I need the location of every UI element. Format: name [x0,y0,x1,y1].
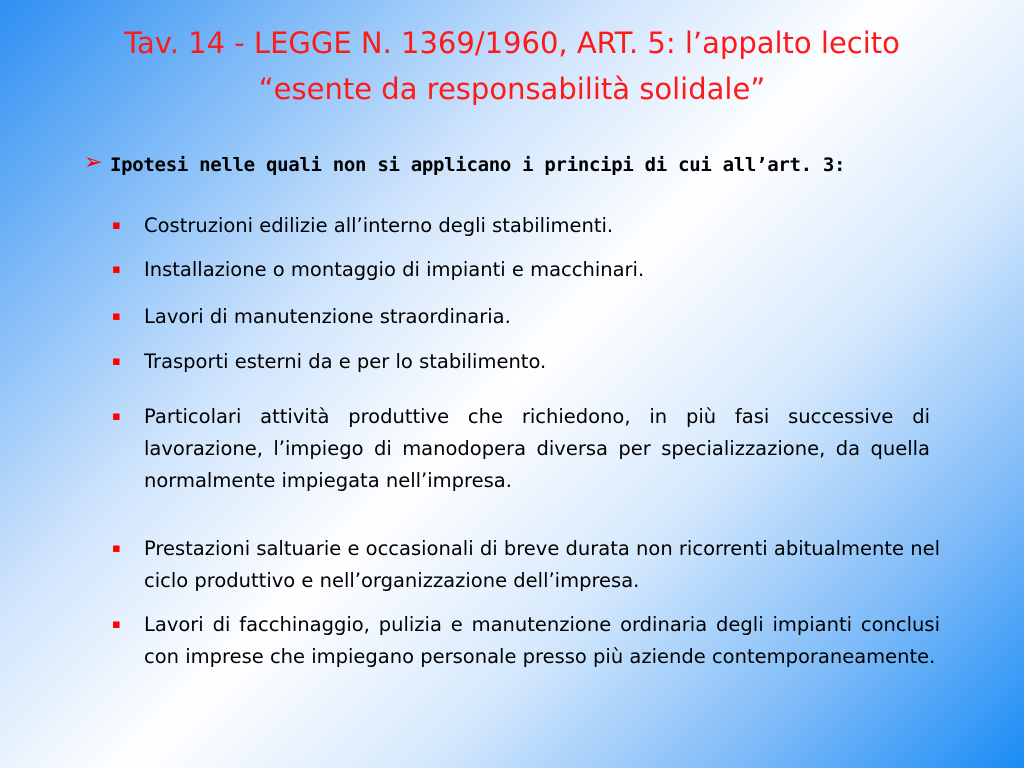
list-item [110,346,946,378]
subheading [84,148,845,182]
subheading-text: Ipotesi nelle quali non si applicano i principi di cui all’art. 3: [110,154,846,176]
square-bullet-icon: ▪ [112,541,121,556]
list-item [110,533,946,597]
square-bullet-icon: ▪ [112,309,121,324]
list-item [110,401,946,497]
arrow-bullet-icon: ➢ [84,150,103,175]
list-item-text: Lavori di manutenzione straordinaria. [144,305,511,328]
list-item-text: Prestazioni saltuarie e occasionali di breve durata non ricorrenti abitualmente nel ciclo produttivo e nell’organizzazione dell’impresa. [144,537,940,592]
list-item [110,210,946,242]
list-item-text: Lavori di facchinaggio, pulizia e manutenzione ordinaria degli impianti conclusi con imprese che impiegano personale presso più aziende contemporaneamente. [144,613,940,668]
slide-title-line-2: “esente da responsabilità solidale” [258,72,766,106]
slide-title-line-1: Tav. 14 - LEGGE N. 1369/1960, ART. 5: l’appalto lecito [124,26,900,60]
list-item-text: Trasporti esterni da e per lo stabilimento. [144,350,547,373]
square-bullet-icon: ▪ [112,262,121,277]
square-bullet-icon: ▪ [112,354,121,369]
square-bullet-icon: ▪ [112,409,121,424]
list-item [110,301,946,333]
slide-title [40,20,984,112]
list-item [110,609,946,673]
list-item-text: Particolari attività produttive che richiedono, in più fasi successive di lavorazione, l’impiego di manodopera diversa per specializzazione, da quella normalmente impiegata nell’impresa. [144,405,930,492]
square-bullet-icon: ▪ [112,617,121,632]
square-bullet-icon: ▪ [112,218,121,233]
list-item-text: Costruzioni edilizie all’interno degli stabilimenti. [144,214,614,237]
list-item-text: Installazione o montaggio di impianti e macchinari. [144,258,645,281]
list-item [110,254,946,286]
